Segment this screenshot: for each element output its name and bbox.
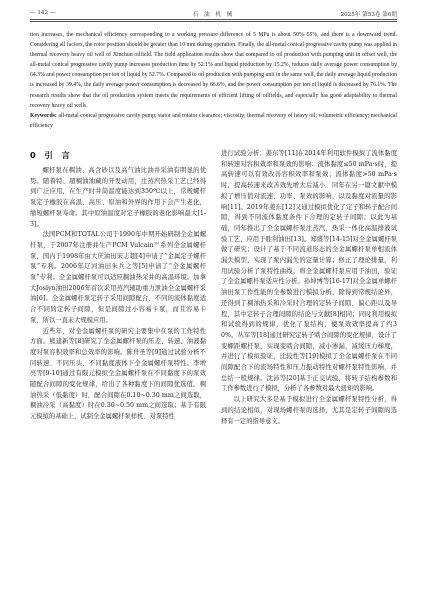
paragraph: 近些年，对全金属螺杆泵的研究主要集中在泵的工作特性方面。熊建新等[8]研究了全金属螺杆泵的压差、转速、油液黏度对泵容积效率和总效率的影响。陈舟圣等[9]通过试验分析不同转速、不同压头、不同黏度液体下全金属螺杆泵特性。李增亮等[9-10]通过有限元模拟全金属螺杆泵在不同黏度下的泵效随配合间隙的变化规律，给出了各种黏度下的间隙优选值。稠油热采（低黏度）时，配合间隙在0.10~0.30 mm之间选取，稠油冷采（高黏度）时在0.30~0.50 mm之间选取；基于有限元模拟的基础上，试制全金属螺杆泵样机、对泵特性 xyxy=(30,327,206,421)
paragraph: 法国PCM和TOTAL公司于1990年中期开始研制全金属螺杆泵，于2007年注册并生产PCM Vulcain™系列全金属螺杆泵，国内于1998年由大庆油田宋志超[4]申请了“金属定子螺杆泵”专利。2006年辽河油田朱兵之等[5]申请了“全金属螺杆泵”专利。全金属螺杆泵可以适应稠油热采井的高温环境。加拿大Joslyn油田2006年首次采用蒸汽辅助重力泄油全金属螺杆采油[6]。全金属螺杆泵定转子采用间隙配合，不同的流体黏度适合不同的定转子间隙，但是间隙过小容易卡泵，而且容易卡泵，所以一直未大规模应用。 xyxy=(30,231,206,324)
abstract-text: tion increases, the mechanical efficiency corresponding to a working pressure difference of 5 MPa is about 50%–55%, and there is a downward trend. Considering all factors, the rotor position should be greater than 10 mm during operation. Finally, the all-metal conical progressive cavity pump was applied in thermal recovery heavy oil well of Xinchun oilfield. The field application results show that compared to oil production with pumping unit in offset well, the all-metal conical progressive cavity pump increases production time by 52.1% and liquid production by 15.2%, reduces daily average power consumption by 64.3% and power consumption per ton of liquid by 52.7%. Compared to oil production with pumping unit in the same well, the daily average liquid production is increased by 39.4%, the daily average power consumption is decreased by 66.6%, and the power consumption per ton of liquid is decreased by 76.1%. The research results show that the oil production system meets the requirements of efficient lifting of oilfields, and especially has good adaptability to thermal recovery heavy oil wells. xyxy=(30,32,397,109)
paragraph: 进行试验分析；姜东等[11]在2014年利用软件模拟了流体黏度和转速对容积效率和泵效的影响：流体黏度≤50 mPa·s时，提高转速可以有效改善容积效率和泵效；流体黏度>50 mPa·s时，提高转速来改善效先增大后减小。同年在另一篇文献中模拟了增压值对流速、功率、泵效的影响，以及黏度对流量的影响[11]。2019年姜东[12]又通过模拟优化了定子和转子配合间隙，得到不同流体黏度条件下合理的定转子间隙；以此为基础，同年推出了全金属螺杆泵注蒸汽、热采一体化高温排液试验工艺，应用于胜利油田[13]。郑盛等[14-15]对全金属螺杆泵做了研究；设计了基于不同流道形态的全金属螺杆泵单相流体漏失模型，实现了泵内漏失的定量计算；修正了理论排量，利用试验分析了泵特性曲线；将全金属螺杆泵应用于油田，验证了全金属螺杆泵适应性分析。孙坤博等[16-17]对全金属单螺杆油田泵工作性能的全参数进行模拟分析，除得到常规结论外，还得到了稠油热采和冷采时合理的定转子间隙、偏心距以及导程，其中定转子合理间隙的结论与文献[8]相同；同时利用模拟和试验得到的规律，优化了泵结构，使泵效效率提高了约30%。丛军等[18]通过研究定转子啮合间隙的变化规律，设计了变螺距螺杆泵，实现变啮合间隙，减小渗漏，减缓压力梯度，并进行了模拟验证，比较性等[19]模拟了全金属螺杆泵在不同间隙配合下的流场特性和压力振动特性对螺杆泵特性影响，并总结一般规律。沈沛等[20]基于正交试验，将转子结构参数和工作参数进行了模拟，分析了各参数对最大扭矩的影响。 xyxy=(221,150,397,393)
body-columns xyxy=(30,150,397,590)
keywords-text: all-metal conical progressive cavity pump; stator and rotator clearance; viscosity; thermal recovery of heavy oil; volumetric efficiency; mechanical efficiency xyxy=(30,112,397,129)
paragraph: 以上研究大多是基于模拟进行全金属螺杆泵特性分析，得到的结论相似，对现场螺杆泵的选择，尤其是定转子间隙的选择有一定的指导意义。 xyxy=(221,396,397,425)
header-rule-thin xyxy=(30,21,397,22)
keywords-label: Keywords: xyxy=(30,112,57,119)
left-column xyxy=(30,150,206,590)
journal-name: 石 油 机 械 xyxy=(192,12,235,18)
page-number: — 142 — xyxy=(30,10,56,16)
right-column xyxy=(221,149,397,589)
english-abstract xyxy=(30,30,397,131)
issue-info: 2025年 第53卷 第6期 xyxy=(340,12,397,18)
section-title: 0 引 言 xyxy=(30,150,73,160)
paragraph: 螺杆泵在稠油、高含砂以及高气油比油井采油有明显的优势。随着特、超稠油油藏的开发动用，注蒸汽热采工艺已经得到广泛应用，在生产时井筒温度能达到350℃以上，常规螺杆泵定子橡胶在高温、高压、原油和外界的作用下会产生老化，缩短螺杆泵寿命。其中原油温度对定子橡胶的老化影响最大[1-3]。 xyxy=(30,167,206,228)
